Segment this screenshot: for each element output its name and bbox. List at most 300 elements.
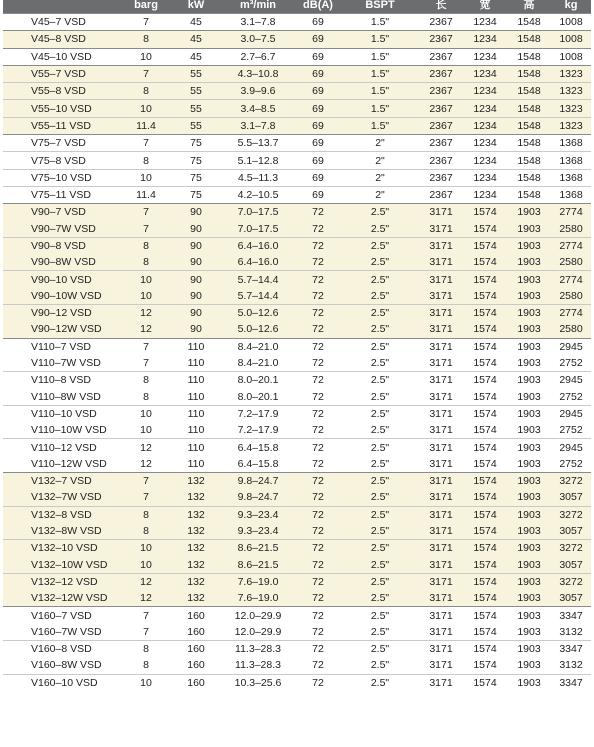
pressure-cell: 8 (121, 237, 171, 254)
height-cell: 1903 (517, 659, 541, 672)
table-row (3, 135, 591, 152)
weight-cell: 3347 (551, 607, 591, 624)
weight-cell: 2774 (551, 305, 591, 322)
length-cell: 3171 (419, 254, 463, 271)
length-cell: 3171 (419, 540, 463, 557)
model-cell: V110–7 VSD (3, 338, 121, 355)
table-row (3, 674, 591, 691)
power-cell: 110 (187, 457, 205, 470)
flow-cell: 6.4–15.8 (237, 457, 279, 470)
model-cell: V160–8W VSD (31, 659, 102, 672)
outlet-cell: 2.5" (370, 625, 390, 638)
weight-cell: 3057 (551, 590, 591, 607)
width-cell: 1234 (463, 117, 507, 134)
table-row (3, 422, 591, 439)
length-cell: 3171 (429, 625, 453, 638)
model-cell: V75–8 VSD (3, 152, 121, 169)
power-cell: 75 (171, 186, 221, 203)
flow-cell: 7.6–19.0 (221, 573, 295, 590)
flow-cell: 3.1–7.8 (221, 117, 295, 134)
table-row (3, 540, 591, 557)
power-cell: 55 (171, 117, 221, 134)
pressure-cell: 8 (121, 640, 171, 657)
power-cell: 160 (171, 640, 221, 657)
width-cell: 1234 (463, 14, 507, 31)
weight-cell: 2945 (551, 338, 591, 355)
noise-cell: 69 (295, 100, 341, 117)
length-cell: 3171 (419, 573, 463, 590)
pressure-cell: 8 (143, 659, 149, 672)
height-cell: 1903 (507, 607, 551, 624)
noise-cell: 69 (295, 48, 341, 65)
power-cell: 160 (187, 659, 205, 672)
width-cell: 1574 (473, 625, 497, 638)
pressure-cell: 12 (121, 305, 171, 322)
length-cell: 3171 (419, 305, 463, 322)
table-row (3, 65, 591, 82)
table-row (3, 221, 591, 238)
power-cell: 110 (187, 357, 205, 370)
outlet-cell: 2.5" (341, 439, 419, 456)
pressure-cell: 12 (140, 457, 152, 470)
outlet-cell: 1.5" (341, 100, 419, 117)
outlet-cell: 1.5" (341, 14, 419, 31)
pressure-cell: 11.4 (121, 117, 171, 134)
power-cell: 55 (171, 65, 221, 82)
power-cell: 132 (171, 573, 221, 590)
flow-cell: 7.0–17.5 (221, 204, 295, 221)
pressure-cell: 7 (121, 489, 171, 506)
height-cell: 1548 (507, 152, 551, 169)
pressure-cell: 12 (121, 439, 171, 456)
weight-cell: 2752 (559, 457, 583, 470)
power-cell: 132 (171, 557, 221, 574)
width-cell: 1574 (463, 338, 507, 355)
noise-cell: 72 (295, 640, 341, 657)
model-cell: V160–7 VSD (3, 607, 121, 624)
pressure-cell: 7 (121, 135, 171, 152)
noise-cell: 69 (295, 135, 341, 152)
height-cell: 1548 (507, 14, 551, 31)
table-row (3, 640, 591, 657)
table-body (3, 14, 591, 691)
outlet-cell: 2.5" (341, 506, 419, 523)
flow-cell: 7.0–17.5 (221, 221, 295, 238)
pressure-cell: 10 (121, 288, 171, 305)
flow-cell: 10.3–25.6 (221, 674, 295, 691)
outlet-cell: 2.5" (341, 321, 419, 338)
flow-cell: 5.0–12.6 (221, 321, 295, 338)
header-model (3, 0, 121, 14)
model-cell: V132–8W VSD (3, 523, 121, 540)
outlet-cell: 2" (341, 186, 419, 203)
outlet-cell: 2" (341, 169, 419, 186)
table-row (3, 48, 591, 65)
noise-cell: 72 (295, 540, 341, 557)
outlet-cell: 2.5" (341, 590, 419, 607)
header-flow: m³/min (221, 0, 295, 14)
model-cell: V90–12W VSD (3, 321, 121, 338)
width-cell: 1574 (473, 457, 497, 470)
header-noise: dB(A) (295, 0, 341, 14)
model-cell: V90–7W VSD (3, 221, 121, 238)
weight-cell: 2580 (551, 221, 591, 238)
pressure-cell: 7 (121, 221, 171, 238)
weight-cell: 1323 (551, 100, 591, 117)
width-cell: 1574 (473, 659, 497, 672)
height-cell: 1903 (507, 473, 551, 490)
noise-cell: 72 (295, 405, 341, 422)
model-cell: V75–11 VSD (3, 186, 121, 203)
power-cell: 160 (187, 625, 205, 638)
width-cell: 1574 (463, 506, 507, 523)
pressure-cell: 10 (121, 48, 171, 65)
pressure-cell: 7 (121, 338, 171, 355)
height-cell: 1548 (507, 169, 551, 186)
model-cell: V90–10 VSD (3, 271, 121, 288)
length-cell: 2367 (419, 135, 463, 152)
weight-cell: 2580 (551, 288, 591, 305)
model-cell: V55–7 VSD (3, 65, 121, 82)
power-cell: 45 (171, 31, 221, 48)
model-cell: V45–10 VSD (3, 48, 121, 65)
height-cell: 1903 (507, 590, 551, 607)
length-cell: 3171 (419, 372, 463, 389)
power-cell: 110 (171, 405, 221, 422)
weight-cell: 1368 (551, 152, 591, 169)
width-cell: 1574 (463, 321, 507, 338)
flow-cell: 7.6–19.0 (221, 590, 295, 607)
noise-cell: 69 (295, 117, 341, 134)
noise-cell: 72 (295, 288, 341, 305)
power-cell: 45 (171, 14, 221, 31)
table-row (3, 288, 591, 305)
table-row (3, 657, 591, 674)
flow-cell: 3.9–9.6 (221, 83, 295, 100)
model-cell: V160–10 VSD (3, 674, 121, 691)
outlet-cell: 2.5" (341, 237, 419, 254)
weight-cell: 1323 (551, 83, 591, 100)
height-cell: 1903 (507, 405, 551, 422)
pressure-cell: 7 (121, 65, 171, 82)
width-cell: 1574 (463, 540, 507, 557)
noise-cell: 72 (295, 506, 341, 523)
outlet-cell: 2.5" (370, 659, 390, 672)
outlet-cell: 2.5" (341, 607, 419, 624)
height-cell: 1903 (507, 523, 551, 540)
weight-cell: 2580 (551, 321, 591, 338)
noise-cell: 72 (312, 659, 324, 672)
outlet-cell: 2.5" (341, 557, 419, 574)
model-cell: V132–7 VSD (3, 473, 121, 490)
weight-cell: 1008 (551, 14, 591, 31)
pressure-cell: 10 (121, 540, 171, 557)
outlet-cell: 2.5" (341, 305, 419, 322)
noise-cell: 72 (312, 625, 324, 638)
table-row (3, 204, 591, 221)
flow-cell: 5.1–12.8 (221, 152, 295, 169)
noise-cell: 72 (295, 439, 341, 456)
noise-cell: 69 (295, 186, 341, 203)
flow-cell: 5.0–12.6 (221, 305, 295, 322)
weight-cell: 2774 (551, 204, 591, 221)
weight-cell: 2945 (551, 405, 591, 422)
weight-cell: 3132 (559, 625, 583, 638)
width-cell: 1574 (473, 357, 497, 370)
pressure-cell: 8 (121, 506, 171, 523)
length-cell: 3171 (419, 439, 463, 456)
noise-cell: 72 (295, 590, 341, 607)
table-row (3, 31, 591, 48)
power-cell: 132 (171, 506, 221, 523)
height-cell: 1903 (507, 204, 551, 221)
model-cell: V110–12W VSD (31, 457, 107, 470)
height-cell: 1903 (507, 271, 551, 288)
length-cell: 2367 (419, 83, 463, 100)
pressure-cell: 8 (121, 31, 171, 48)
noise-cell: 72 (295, 305, 341, 322)
power-cell: 132 (171, 523, 221, 540)
length-cell: 3171 (419, 590, 463, 607)
flow-cell: 8.0–20.1 (237, 390, 279, 403)
pressure-cell: 7 (143, 357, 149, 370)
outlet-cell: 2.5" (370, 357, 390, 370)
model-cell: V110–12 VSD (3, 439, 121, 456)
outlet-cell: 1.5" (341, 83, 419, 100)
noise-cell: 72 (295, 221, 341, 238)
table-row (3, 573, 591, 590)
outlet-cell: 2" (341, 152, 419, 169)
power-cell: 55 (171, 100, 221, 117)
outlet-cell: 2.5" (341, 674, 419, 691)
model-cell: V110–7W VSD (31, 357, 101, 370)
height-cell: 1548 (507, 83, 551, 100)
table-row (3, 338, 591, 355)
flow-cell: 7.2–17.9 (237, 424, 279, 437)
height-cell: 1903 (507, 674, 551, 691)
length-cell: 3171 (429, 424, 453, 437)
pressure-cell: 10 (140, 424, 152, 437)
flow-cell: 8.4–21.0 (221, 338, 295, 355)
power-cell: 132 (171, 489, 221, 506)
width-cell: 1234 (463, 83, 507, 100)
flow-cell: 9.8–24.7 (221, 473, 295, 490)
model-cell: V55–11 VSD (3, 117, 121, 134)
flow-cell: 4.3–10.8 (221, 65, 295, 82)
table-row (3, 152, 591, 169)
width-cell: 1574 (463, 405, 507, 422)
flow-cell: 6.4–16.0 (221, 254, 295, 271)
flow-cell: 11.3–28.3 (235, 659, 281, 672)
outlet-cell: 2.5" (341, 523, 419, 540)
length-cell: 3171 (419, 288, 463, 305)
pressure-cell: 11.4 (121, 186, 171, 203)
header-outlet: BSPT (341, 0, 419, 14)
outlet-cell: 1.5" (341, 65, 419, 82)
flow-cell: 2.7–6.7 (221, 48, 295, 65)
power-cell: 132 (171, 540, 221, 557)
weight-cell: 1323 (551, 117, 591, 134)
weight-cell: 3272 (551, 540, 591, 557)
header-pressure: barg (121, 0, 171, 14)
power-cell: 75 (171, 135, 221, 152)
width-cell: 1574 (463, 372, 507, 389)
width-cell: 1234 (463, 186, 507, 203)
weight-cell: 1323 (551, 65, 591, 82)
power-cell: 75 (171, 152, 221, 169)
weight-cell: 2580 (551, 254, 591, 271)
width-cell: 1574 (463, 489, 507, 506)
length-cell: 3171 (419, 338, 463, 355)
model-cell: V75–10 VSD (3, 169, 121, 186)
height-cell: 1903 (517, 625, 541, 638)
flow-cell: 5.7–14.4 (221, 288, 295, 305)
power-cell: 90 (171, 221, 221, 238)
noise-cell: 72 (295, 523, 341, 540)
power-cell: 90 (171, 321, 221, 338)
length-cell: 3171 (429, 357, 453, 370)
height-cell: 1548 (507, 48, 551, 65)
pressure-cell: 7 (121, 607, 171, 624)
pressure-cell: 10 (121, 674, 171, 691)
length-cell: 2367 (419, 100, 463, 117)
weight-cell: 3057 (551, 523, 591, 540)
outlet-cell: 2.5" (341, 221, 419, 238)
flow-cell: 8.6–21.5 (221, 540, 295, 557)
length-cell: 2367 (419, 152, 463, 169)
width-cell: 1574 (463, 254, 507, 271)
outlet-cell: 2.5" (341, 573, 419, 590)
length-cell: 3171 (419, 204, 463, 221)
outlet-cell: 1.5" (341, 48, 419, 65)
flow-cell: 3.0–7.5 (221, 31, 295, 48)
pressure-cell: 7 (121, 14, 171, 31)
weight-cell: 2945 (551, 372, 591, 389)
weight-cell: 3057 (551, 557, 591, 574)
outlet-cell: 2.5" (370, 390, 390, 403)
model-cell: V132–8 VSD (3, 506, 121, 523)
pressure-cell: 8 (121, 152, 171, 169)
flow-cell: 8.6–21.5 (221, 557, 295, 574)
width-cell: 1234 (463, 48, 507, 65)
weight-cell: 3057 (551, 489, 591, 506)
length-cell: 3171 (429, 390, 453, 403)
noise-cell: 72 (295, 489, 341, 506)
width-cell: 1574 (463, 439, 507, 456)
width-cell: 1574 (463, 237, 507, 254)
height-cell: 1903 (507, 305, 551, 322)
weight-cell: 1008 (551, 48, 591, 65)
noise-cell: 69 (295, 152, 341, 169)
table-row (3, 237, 591, 254)
header-power: kW (171, 0, 221, 14)
table-row (3, 523, 591, 540)
weight-cell: 2945 (551, 439, 591, 456)
model-cell: V45–8 VSD (3, 31, 121, 48)
table-row (3, 117, 591, 134)
height-cell: 1903 (507, 506, 551, 523)
pressure-cell: 7 (121, 204, 171, 221)
noise-cell: 72 (295, 338, 341, 355)
noise-cell: 69 (295, 65, 341, 82)
length-cell: 2367 (419, 117, 463, 134)
table-row (3, 624, 591, 641)
noise-cell: 72 (295, 372, 341, 389)
power-cell: 75 (171, 169, 221, 186)
model-cell: V110–8 VSD (3, 372, 121, 389)
flow-cell: 6.4–16.0 (221, 237, 295, 254)
model-cell: V110–8W VSD (31, 390, 101, 403)
length-cell: 3171 (419, 523, 463, 540)
outlet-cell: 2.5" (341, 372, 419, 389)
height-cell: 1548 (507, 65, 551, 82)
flow-cell: 4.5–11.3 (221, 169, 295, 186)
pressure-cell: 8 (121, 523, 171, 540)
header-length: 长 (419, 0, 463, 14)
height-cell: 1903 (507, 540, 551, 557)
model-cell: V55–8 VSD (3, 83, 121, 100)
model-cell: V90–8 VSD (3, 237, 121, 254)
length-cell: 3171 (419, 674, 463, 691)
outlet-cell: 2" (341, 135, 419, 152)
flow-cell: 4.2–10.5 (221, 186, 295, 203)
model-cell: V132–10 VSD (3, 540, 121, 557)
power-cell: 110 (187, 424, 205, 437)
width-cell: 1574 (463, 305, 507, 322)
table-row (3, 254, 591, 271)
weight-cell: 3272 (551, 473, 591, 490)
width-cell: 1234 (463, 135, 507, 152)
noise-cell: 72 (295, 254, 341, 271)
outlet-cell: 1.5" (341, 31, 419, 48)
height-cell: 1548 (507, 100, 551, 117)
width-cell: 1574 (463, 573, 507, 590)
specification-table (3, 0, 591, 691)
flow-cell: 11.3–28.3 (221, 640, 295, 657)
height-cell: 1903 (517, 457, 541, 470)
outlet-cell: 2.5" (341, 288, 419, 305)
weight-cell: 1368 (551, 135, 591, 152)
length-cell: 3171 (419, 557, 463, 574)
model-cell: V132–12 VSD (3, 573, 121, 590)
width-cell: 1574 (463, 221, 507, 238)
pressure-cell: 12 (121, 590, 171, 607)
width-cell: 1574 (463, 288, 507, 305)
table-row (3, 100, 591, 117)
power-cell: 110 (171, 338, 221, 355)
height-cell: 1548 (507, 117, 551, 134)
outlet-cell: 2.5" (341, 405, 419, 422)
power-cell: 90 (171, 237, 221, 254)
model-cell: V110–10W VSD (31, 424, 107, 437)
pressure-cell: 12 (121, 321, 171, 338)
outlet-cell: 2.5" (370, 424, 390, 437)
power-cell: 110 (171, 372, 221, 389)
pressure-cell: 8 (121, 83, 171, 100)
noise-cell: 69 (295, 83, 341, 100)
model-cell: V160–7W VSD (31, 625, 102, 638)
flow-cell: 6.4–15.8 (221, 439, 295, 456)
noise-cell: 72 (295, 573, 341, 590)
noise-cell: 72 (295, 271, 341, 288)
model-cell: V90–7 VSD (3, 204, 121, 221)
table-row (3, 372, 591, 389)
table-row (3, 321, 591, 338)
header-row (3, 0, 591, 14)
length-cell: 3171 (419, 473, 463, 490)
noise-cell: 72 (295, 473, 341, 490)
length-cell: 3171 (419, 640, 463, 657)
